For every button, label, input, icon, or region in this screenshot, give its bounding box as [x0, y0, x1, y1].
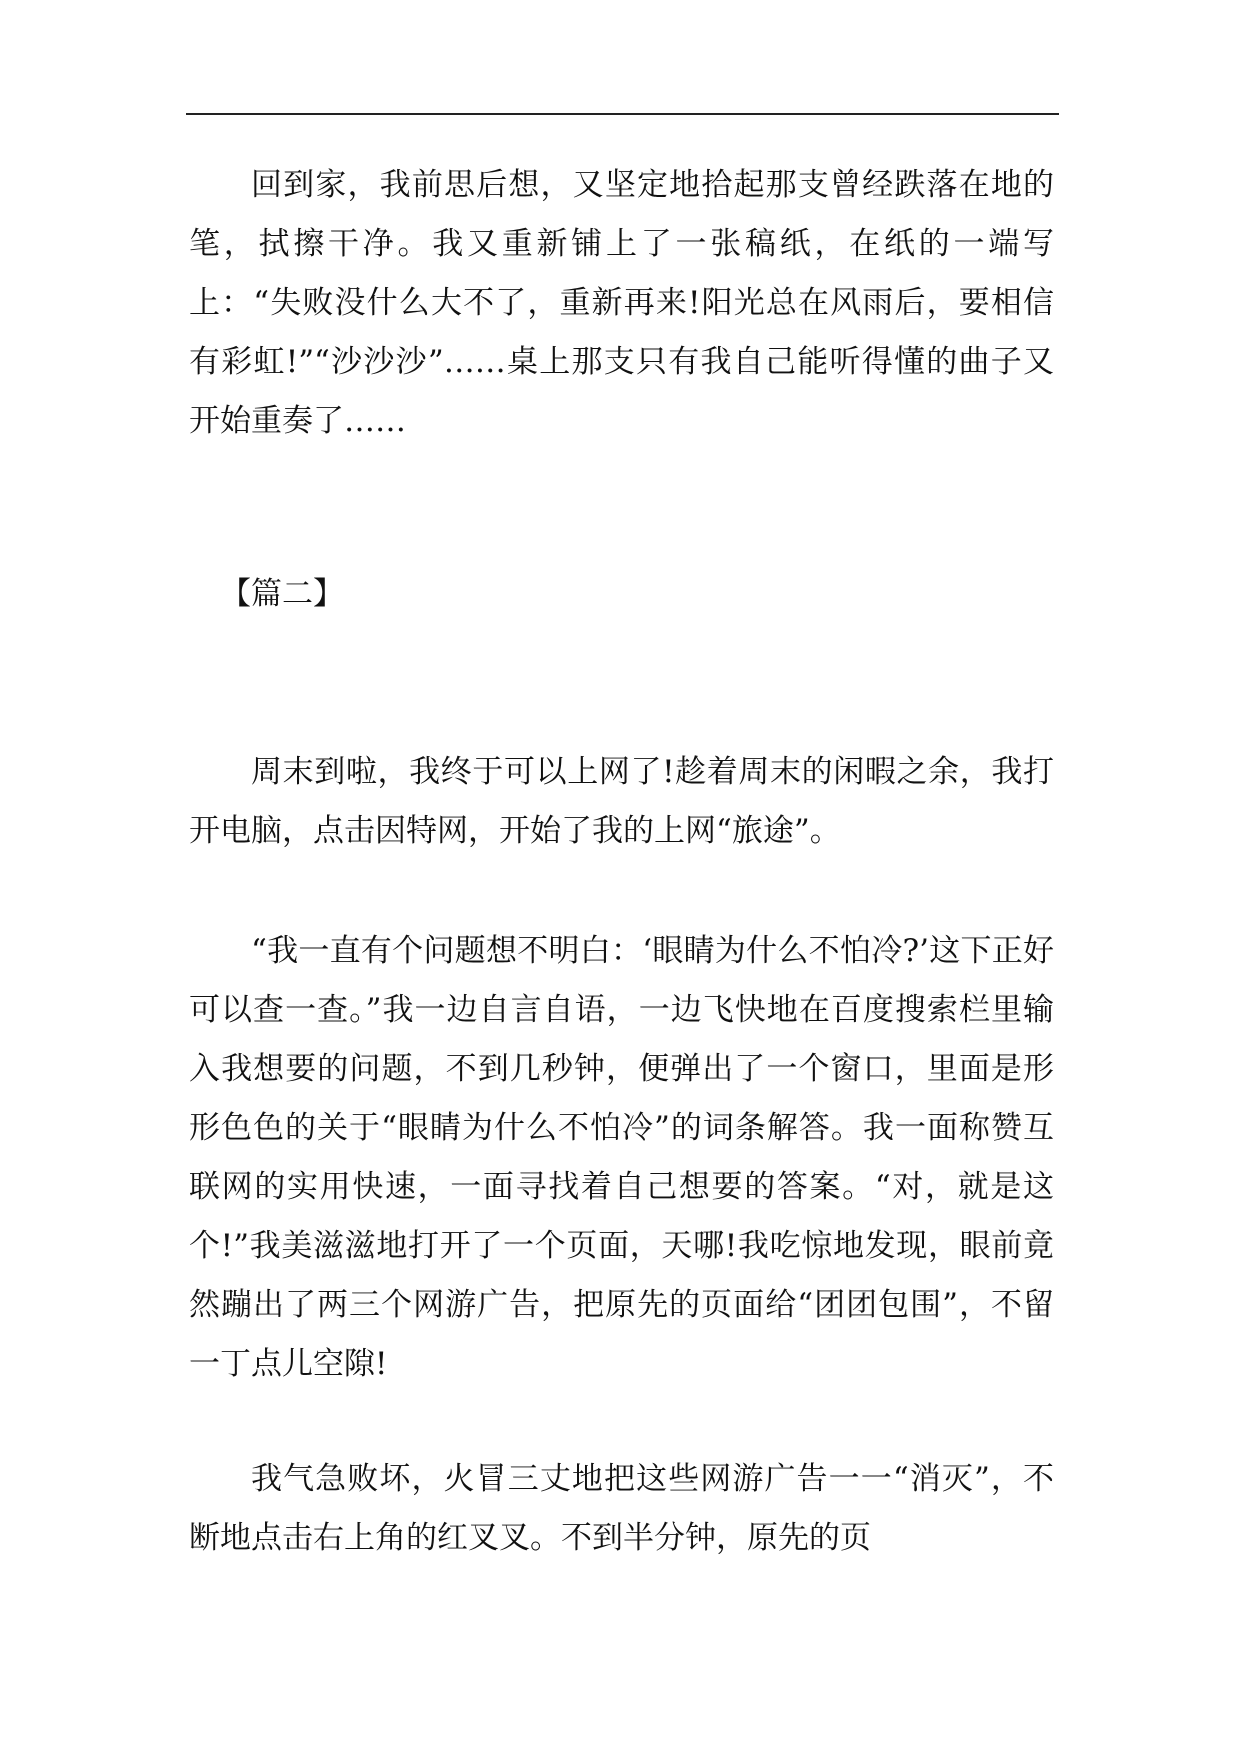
paragraph-return-home: 回到家，我前思后想，又坚定地拾起那支曾经跌落在地的笔，拭擦干净。我又重新铺上了一张稿纸，在纸的一端写上：“失败没什么大不了，重新再来!阳光总在风雨后，要相信有彩虹!”“沙沙沙”……桌上那支只有我自己能听得懂的曲子又开始重奏了…… — [189, 167, 1054, 439]
paragraph-eyes-question: “我一直有个问题想不明白：‘眼睛为什么不怕冷?’这下正好可以查一查。”我一边自言自语，一边飞快地在百度搜索栏里输入我想要的问题，不到几秒钟，便弹出了一个窗口，里面是形形色色的关于“眼睛为什么不怕冷”的词条解答。我一面称赞互联网的实用快速，一面寻找着自己想要的答案。“对，就是这个!”我美滋滋地打开了一个页面，天哪!我吃惊地发现，眼前竟然蹦出了两三个网游广告，把原先的页面给“团团包围”，不留一丁点儿空隙! — [189, 933, 1054, 1382]
header-rule — [186, 113, 1059, 115]
section-heading: 【篇二】 — [220, 576, 344, 612]
paragraph-ads: 我气急败坏，火冒三丈地把这些网游广告一一“消灭”，不断地点击右上角的红叉叉。不到半分钟，原先的页 — [189, 1461, 1054, 1556]
paragraph-weekend: 周末到啦，我终于可以上网了!趁着周末的闲暇之余，我打开电脑，点击因特网，开始了我的上网“旅途”。 — [189, 754, 1054, 849]
